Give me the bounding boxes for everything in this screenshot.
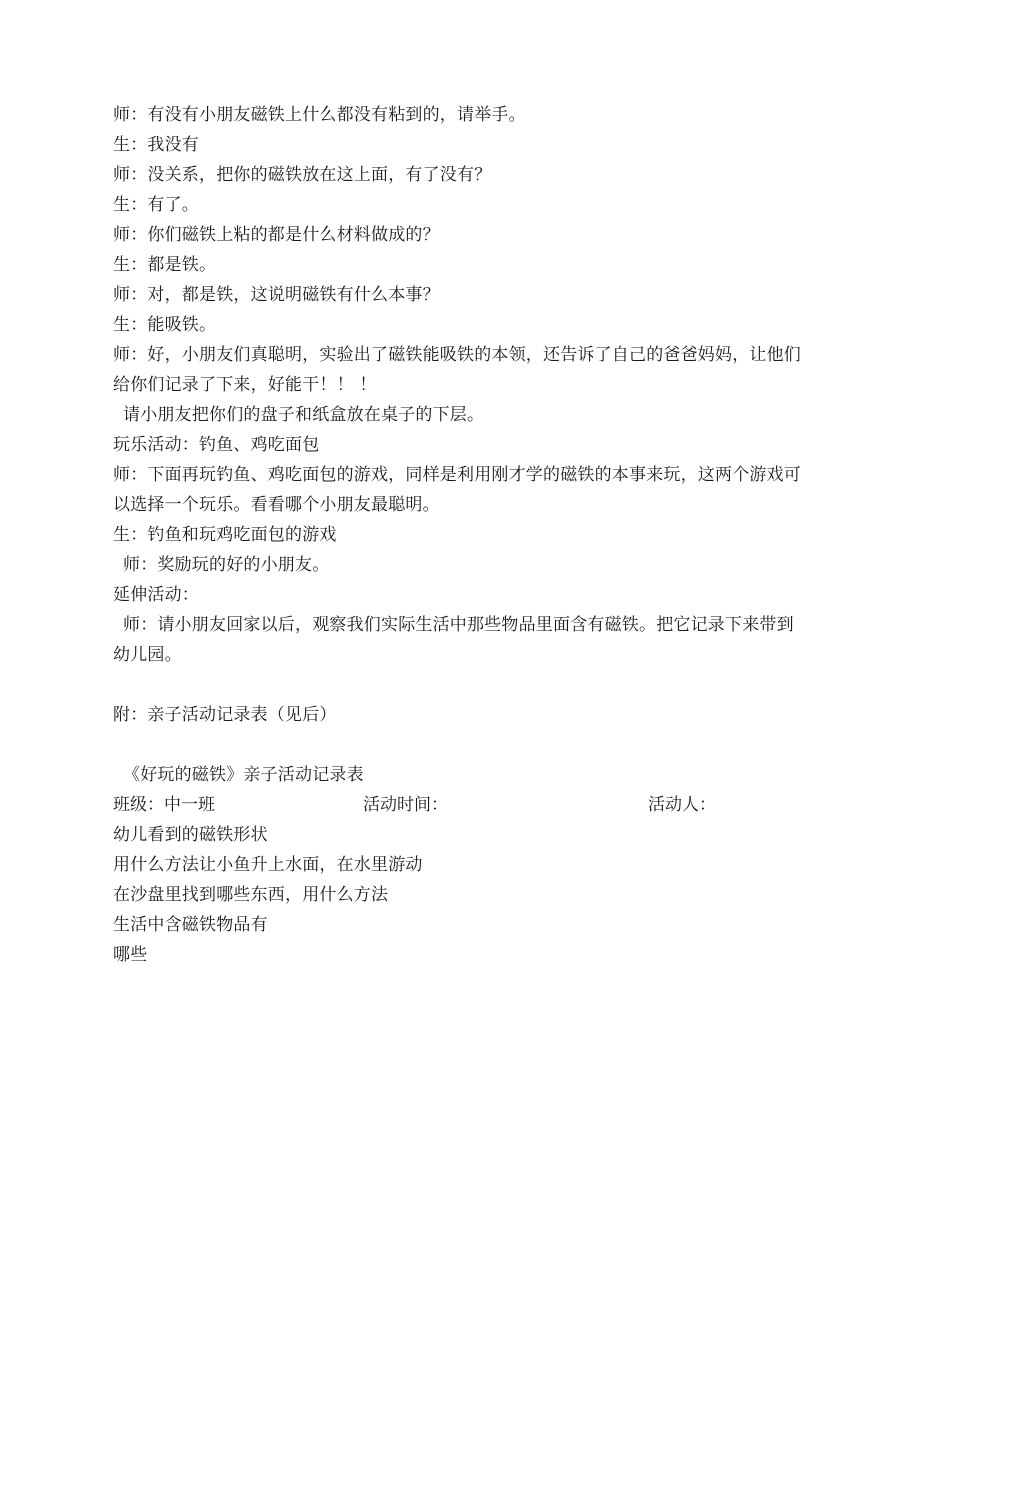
dialogue-line: 生：都是铁。 <box>113 255 217 275</box>
dialogue-line: 师：没关系，把你的磁铁放在这上面，有了没有？ <box>113 165 492 185</box>
record-table-row: 在沙盘里找到哪些东西，用什么方法 <box>113 885 389 905</box>
extension-heading: 延伸活动： <box>113 585 199 605</box>
dialogue-line: 师：有没有小朋友磁铁上什么都没有粘到的，请举手。 <box>113 105 526 125</box>
document-body <box>113 100 893 970</box>
dialogue-line: 生：有了。 <box>113 195 199 215</box>
record-table-row: 幼儿看到的磁铁形状 <box>113 825 268 845</box>
activity-person-label: 活动人： <box>648 795 716 815</box>
praise-paragraph <box>113 340 893 400</box>
play-teacher-line-1: 师：下面再玩钓鱼、鸡吃面包的游戏，同样是利用刚才学的磁铁的本事来玩，这两个游戏可 <box>113 465 801 485</box>
record-table-row: 用什么方法让小鱼升上水面，在水里游动 <box>113 855 423 875</box>
play-student-line: 生：钓鱼和玩鸡吃面包的游戏 <box>113 525 337 545</box>
appendix-line: 附：亲子活动记录表（见后） <box>113 705 337 725</box>
record-table-row: 生活中含磁铁物品有 <box>113 915 268 935</box>
dialogue-line: 师：你们磁铁上粘的都是什么材料做成的？ <box>113 225 440 245</box>
class-label: 班级：中一班 <box>113 795 215 815</box>
play-activity-section <box>113 430 893 580</box>
dialogue-line: 师：对，都是铁，这说明磁铁有什么本事？ <box>113 285 440 305</box>
dialogue-line: 生：能吸铁。 <box>113 315 217 335</box>
extension-section <box>113 580 893 670</box>
record-table <box>113 760 893 970</box>
record-table-info-row <box>113 790 893 820</box>
instruction-line: 请小朋友把你们的盘子和纸盒放在桌子的下层。 <box>123 405 485 425</box>
spacer <box>113 730 893 760</box>
activity-time-label: 活动时间： <box>363 795 448 815</box>
dialogue-block <box>113 100 893 340</box>
praise-line-1: 师：好，小朋友们真聪明，实验出了磁铁能吸铁的本领，还告诉了自己的爸爸妈妈，让他们 <box>113 345 801 365</box>
play-teacher-line-2: 以选择一个玩乐。看看哪个小朋友最聪明。 <box>113 495 440 515</box>
play-reward-line: 师：奖励玩的好的小朋友。 <box>123 555 330 575</box>
dialogue-line: 生：我没有 <box>113 135 199 155</box>
extension-line-2: 幼儿园。 <box>113 645 182 665</box>
record-table-row: 哪些 <box>113 945 148 965</box>
play-activity-heading: 玩乐活动：钓鱼、鸡吃面包 <box>113 435 320 455</box>
record-table-title: 《好玩的磁铁》亲子活动记录表 <box>123 765 364 785</box>
extension-line-1: 师：请小朋友回家以后，观察我们实际生活中那些物品里面含有磁铁。把它记录下来带到 <box>123 615 794 635</box>
spacer <box>113 670 893 700</box>
praise-line-2: 给你们记录了下来，好能干！！ ！ <box>113 375 377 395</box>
